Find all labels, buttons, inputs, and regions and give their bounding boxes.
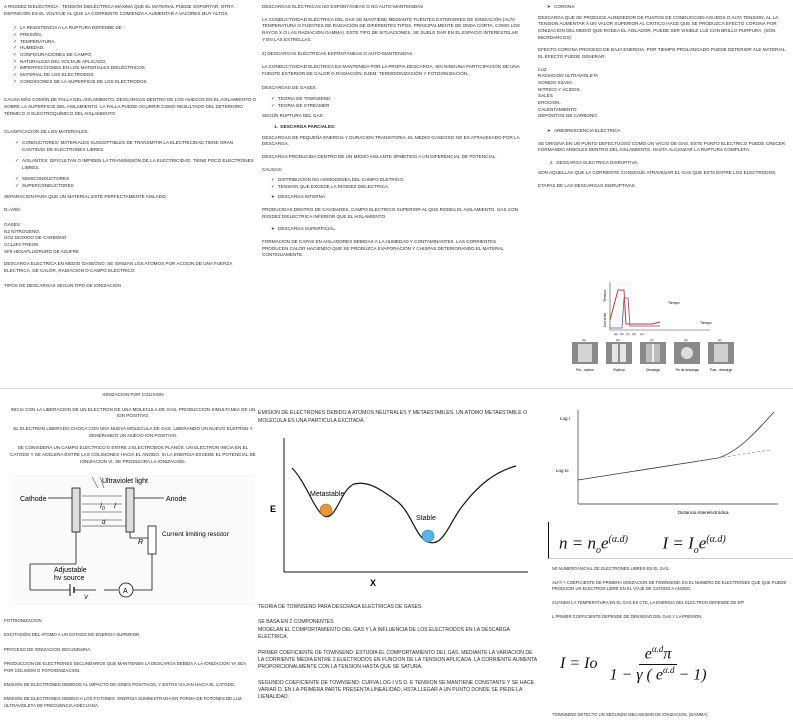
stage-label: Pre - rupture [576, 368, 594, 372]
tiempo-label-2: Tiempo [700, 321, 712, 325]
tick-label: (b) [620, 332, 624, 336]
townsend-formula-1 [548, 522, 793, 559]
paragraph: PROCESO DE IONIZACION SECUNDARIA. [4, 646, 92, 652]
energy-axis-label: E [270, 504, 277, 514]
column-middle-top [262, 4, 520, 263]
horizontal-divider [0, 388, 793, 389]
list-item: EROCION. [538, 99, 561, 105]
num-power: α.d [651, 644, 664, 655]
item-number: 1. [274, 123, 281, 129]
list-item: SONIDO SILVIO [538, 79, 572, 85]
list-item: ✓ HUMEDAD, [20, 45, 256, 52]
classification-heading: CLASIFICACION DE LOS MATERIALES: [4, 129, 89, 135]
list-item: N2 NITROGENO. [4, 228, 41, 234]
stage-label: Post - descarge [709, 368, 733, 372]
right-notes [552, 566, 788, 624]
r-label: R [138, 539, 144, 546]
list-item: CALENTAMIENTO [538, 106, 577, 112]
paragraph: EMISION DE ELECTRONES DEBIDO A LOS FOTONES. ENERGIA SUMINISTRADA EN FORMA DE FOTONES DE LUZ ULTRAVIOLETA DE FRECUENCIA ADECUADA. [4, 696, 242, 708]
stage-label: Descarga [646, 368, 660, 372]
cathode-label: Cathode [20, 496, 47, 503]
stage-label: Ruptura [613, 368, 625, 372]
metastable-label: Metastable [310, 491, 345, 498]
list-item: ➤ DESCARGA SUPERFICIAL. [278, 226, 520, 233]
tension-label: Tension [603, 289, 607, 303]
gases-list [4, 229, 256, 256]
list-item: ✓ SUPERCONDUCTORES [22, 183, 256, 190]
i-lhs: I = I [662, 533, 694, 553]
den-base: 1 − γ ( e [609, 665, 663, 683]
stage-thumbnails [572, 338, 734, 372]
collision-section [8, 392, 258, 469]
stage-letter: (b) [616, 338, 620, 342]
n-exp-base: e [600, 533, 609, 553]
i0-letter: I [100, 503, 102, 510]
paragraph: EFECTO CORONA PROCESO DE BAJA ENERGIA. POR TIEMPO PROLONGADO PUEDE DETERIOR ALE MATERIAL. [538, 47, 787, 53]
spontaneous-heading: 2) DESCARGAS ELÉCTRICAS ESPONTÁNEAS O AUTO-MANTENIDAS [262, 51, 413, 57]
list-item: ✓ NATURALEZA DEL VOLTAJE APLICADO, [20, 59, 256, 66]
paragraph: EL ELECTRON LIBERADO CHOCA CON UNA NUEVA MOLECULA DE GAS, LIBERANDO UN NUEVO ELETRON Y GENERANDO UN NUEVO ION POSITIVO. [13, 425, 253, 438]
partial-discharge-label: DESCARGA PARCIALES: [280, 123, 336, 129]
stage-letter: (c) [650, 338, 654, 342]
paragraph: EXCITADIÓN DEL ATOMO A UN ESTADO DE ENERGIA SUPERIOR. [4, 632, 141, 638]
stages-heading: ETAPAS DE LAS DESCARGAS DISRUPTIVAS [538, 183, 635, 189]
paragraph: DESCARGA QUE SE PRODUCE ALREDEDOR DE PUNTOS DE CONDUCCION AGUDOS O ALTA TENSION, AL LA TENSION AUMENTAR A UN VALOR SUPERIOR AL CRITICO HACE QUE SE PRODUZCA EFECTO CORONA POR IONIZACION DEL MEDIO QUE RODEA EL AISLADOR, PUEDE SER VISIBLE LUZ CON BRILLO PURPURA. (SON MICRDARCOS). [538, 14, 778, 40]
rupture-heading: SEGÚN RUPTURA DEL GAS: [262, 113, 324, 119]
i-label: I [114, 503, 116, 510]
list-item: ✓ TEMPERATURA, [20, 39, 256, 46]
theories-list [262, 96, 520, 109]
paragraph: PRODUCIDAS DENTRO DE CAVIDADES, CAMPO ELECTRICO SUPERIOR AL QUE RODEA EL AISLAMIENTO. GAS CON RIGIDEZ DIELECTRICA INFERIOR QUE EL AISLAMIENTO. [262, 207, 519, 219]
list-item: CO2 DIOXIDO DE CARBONO [4, 235, 67, 241]
den-end: − 1) [674, 665, 707, 683]
corriente-label: Corriente [603, 312, 607, 328]
nonspontaneous-heading: DESCARGAS ELÉCTRICAS NO ESPONTÁNEAS O NO AUTO-MANTENIDAS [262, 4, 424, 9]
n0-note: N0 NUMERO INICIAL DE ELECTRONES LIBRES EN EL GAS. [552, 566, 670, 571]
i0-sub: 0 [101, 506, 105, 512]
collision-title: IONIZACION POR COLISION [102, 392, 164, 397]
first-coefficient-note: L PRIMER COEFICIENTE DEPENDE DE DENSIDAD DEL GAS Y LA PRESION. [552, 614, 703, 620]
column-left-top [4, 4, 256, 293]
gamma-note: TOWNSEND DETECTO UN SEGUNDO MECANISMO DE IONIZACION. (GAMMA). [552, 712, 709, 717]
components-heading: SE BASA EN 2 COMPONENTES [258, 619, 334, 626]
effects-list [538, 67, 790, 120]
townsend-title: TEORIA DE TOWNSEND PARA DESCRAGA ELECTRICAS DE GASES. [258, 604, 423, 610]
column-right-top [538, 4, 790, 194]
gas-discharge-text: DESCARGA ELECTRICA EN MEDIO GASEOSO: SE IONIZAN LOS ATOMOS POR ACCION DE UNA FUERZA ELECTRICA, DE CALOR, RADIACION O CAMPO ELECTRICO. [4, 261, 233, 274]
disruptive-stages-figure [570, 280, 740, 388]
list-item: CCL2F2 FREON [4, 242, 39, 248]
list-item: ✓ TEORIA DE TOWNSEND [278, 96, 520, 103]
townsend-theory-section [258, 604, 538, 706]
separation-text: SEPARACION PARA QUE UN MATERIAL ESTE PERFECTAMENTE AISLADO: [4, 193, 167, 199]
list-item: ✓ SEMICONDUCTORES [22, 176, 256, 183]
list-item: ✓ IMPERFECCIONES EN LOS MATERIALES DIELÉCTRICOS, [20, 65, 256, 72]
gamma-note-block [552, 712, 788, 722]
paragraph: MODELAN EL COMPORTAMIENTO DEL GAS Y LA INFLUENCIA DE LOS ELECTRODOS EN LA DESCARGA ELECTRICA. [258, 626, 510, 641]
d-label: d [102, 520, 106, 526]
uv-light-label: Ultraviolet light [102, 478, 148, 485]
list-item: RADIACION ULTRAVIOLETA [538, 73, 599, 79]
internal-heading-list [262, 194, 520, 201]
tiempo-label-1: Tiempo [668, 301, 680, 305]
n-sub: o [595, 545, 601, 557]
photoionization-heading: FOTOIONIZACION [4, 618, 42, 623]
alpha-note: ALFA ? COEFICIENTE DE PRIMERA IONIZACION DE TOWNSEND. ES EL NUMERO DE ELECTRONES QUE QUE PUEDE PRODUCIR UN ELECTRON LIBRE EN EL VIAJE DE CATODO A ANODO. [552, 580, 787, 592]
list-item: ✓ TEORIA DE STREAMER [278, 103, 520, 110]
gases-heading: GASES: [4, 222, 22, 228]
i-exp-base: e [698, 533, 707, 553]
materials-list [4, 140, 256, 190]
n-lhs: n = n [559, 533, 596, 553]
energy-potential-diagram [266, 432, 536, 592]
paragraph: SEGUNDO COEFICIENTE DE TOWNSEND: CURVA LOG I VS D. E TENSION SE MANTIENE CONSTANTE Y SE HACE VARIAR D. EN LA PRIMERA PARTE PRESENTA LINEALIDAD, HSTA LLEGAR A UN PUNTO DONDE SE PIEDE LA LIENALIDAD. [258, 679, 535, 701]
log-current-plot [548, 400, 784, 520]
separation-formula: D=V/Eb [4, 207, 20, 213]
list-item: ✓ MATERIAL DE LOS ELECTRODOS [20, 72, 256, 79]
paragraph: FORMACION DE CAPAS EN AISLADORES DEBIDAS A LA HUMEDAD Y CONTAMINANTES. LAS CORRIENTES PRODUCEN CALOR HACIENDO QUE SE PRODUZCA EVAPORACION Y CHISPAS DETERIORANDO EL MATERAL CONTINUAMENTE. [262, 239, 504, 258]
list-item: ➤ CORONA: [554, 4, 790, 11]
list-item: ✓ LA RESISTENCIA A LA RUPTURA DEPENDE DE : [20, 25, 256, 32]
townsend-formula-2 [560, 640, 786, 688]
paragraph: LA CONDUCTIVIDAD ELÉCTRICA DEL GAS SE MANTIENE MEDIANTE FUENTES EXTERIORES DE IONIZACIÓN (ALTA TEMPERATURA O FUENTES DE RADIACIÓN DE DIFERENTES TIPOS, PRINCIPALMENTE DE ONDA CORTA, COMO LOS RAYOS X O LAS RADIACIÓN GAMMA). ESTE TIPO DE SITUACIONES, SE SUELE DAR EN EL ESPACIO INTERESTELAR Y EN LAS ESTRELLAS. [262, 16, 520, 42]
formula2-fraction [605, 644, 710, 684]
list-item: ➤ ARBORESCENCIA ELECTRICA [554, 128, 790, 135]
list-item: ✓ PRESIÓN, [20, 32, 256, 39]
list-item: ✓ CONDICIONES DE LA SUPERFICIE DE LOS ELECTRODOS [20, 79, 256, 86]
i-exp-power: (α.d) [706, 534, 726, 545]
failure-cause-text: CAUSA MÁS COMÚN DE FALLA DEL AISLAMIENTO: DESCARGAS DENTRO DE LOS HUECOS EN EL AISLAMIENTO O SOBRE LA SUPERFICIE DEL AISLAMIENTO. LA FALLA PUEDE OCURRIR COMO RESULTADO DEL DETERIORO TÉRMICO O ELECTROQUÍMICO DEL AISLAMIENTO. [4, 97, 256, 116]
tick-label: (d) [632, 332, 636, 336]
list-item: ✓ DISTRIBUCION NO HOMOGENEA DEL CAMPO ELETRICO. [278, 177, 520, 184]
list-item: ✓ TENSION QUE EXCEDE LA RIGIDEZ DIELECTRICA. [278, 184, 520, 191]
paragraph: DESCARGAS DE PEQUEÑA ENERGIA Y DURACION TRANSITORIA. EL MEDIO GASEOSO NO ES ATRAVESADO POR LA DESCARGA. [262, 134, 520, 147]
paragraph: SON AQUELLAS QUE LA CORRIENTE CONSIGUE ATRAVESAR EL GAS QUE ESTA ENTRE LOS ELECTRODOS. [538, 170, 777, 176]
discharge-types-heading: TIPOS DE DESCARGAS SEGÚN TIPO DE IONIZACION [4, 282, 121, 288]
stage-label: Fin de descarga [675, 368, 699, 372]
list-item: ✓ AISLANTES: DIFICULTAN O IMPIDEN LA TRANSMISIÓN DE LA ELECTRICIDAD. TIENE POCO ELECTRONES LIBRES. [22, 158, 256, 171]
effects-heading: EL EFECTO PUEDE GENERAR: [538, 53, 606, 59]
paragraph: LA CONDUCTIVIDAD ELÉCTRICA ES MANTENIDA POR LA PROPIA DESCARGA, SIN NINGUNA PARTICIPACIÓN DE UNA FUENTE EXTERIOR DE CALOR O RADIACIÓN. EJEM: TERMOIONIZACIÓN Y FOTOIONIZACIÓN. [262, 63, 520, 76]
paragraph: PRIMER COEFICIENTE DE TOWNSEND: ESTUDIA EL COMPORTAMIENTO DEL GAS, MEDIANTE LA VARIACION DE LA CORRIENTE MEDIA ENTRE 2 ELECTRODOS EN FUNCION DE LA TENSION APLICADA. LA CORRIENTE AUMENTA PROPORCIONALMENTE CON LA TENSION HASTA QUE SE SATURA. [258, 649, 537, 671]
paragraph: INICIA CON LA LIBERACION DE UN ELECTRON DE UNA MOLECULA DE GAS, PRODUCCION SIMULTANEA DE UN ION POSITIVO. [10, 406, 256, 419]
gas-discharges-heading: DESCARGAS DE GASES: [262, 85, 317, 91]
n-exp-power: (α.d) [608, 534, 628, 545]
i-sub: o [693, 545, 699, 557]
v-label: V [84, 595, 89, 601]
paragraph: SE ORIGINA EN UN PUNTO DEFECTUOSO COMO UN VACIO DE GAS. ESTE PUNTO ELECTRICO PUEDE CRECER FORMANDO ARBOLES DENTRO DEL AISLAMIENTO. HASTA ALCANZAR LA RUPTURA COMPLETA. [538, 140, 786, 153]
disruptive-heading [538, 160, 790, 167]
anode-label: Anode [166, 496, 187, 503]
disruptive-label: DESCARGA ELECTRICA DISRUPTIVA. [556, 159, 639, 165]
formula2-denominator [605, 665, 710, 684]
list-item: DEPOSITOS DE CARBONO. [538, 113, 599, 119]
den-power: α.d [662, 664, 675, 675]
tick-label: (a) [614, 332, 618, 336]
ammeter-label: A [123, 588, 128, 595]
list-item: ✓ CONFIGURACIONES DE CAMPO, [20, 52, 256, 59]
energy-caption: EMISION DE ELECTRONES DEBIDO A ATOMOS NEUTRALES Y METAESTABLES. UN ATOMO METAESTABLE O MOLECULA ES UNA PARTICULA EXCITADA. [258, 410, 528, 424]
list-item: SF6 HEXAFLUORURO DE AZUFRE [4, 248, 80, 254]
corona-heading-list [538, 4, 790, 11]
list-item: SALES [538, 93, 553, 99]
surface-heading-list [262, 226, 520, 233]
list-item: LUZ [538, 66, 547, 72]
source-label-2: hv source [54, 575, 85, 582]
causes-list [262, 177, 520, 190]
list-item: NITRICO Y ACIDOS. [538, 86, 581, 92]
temperature-note: CUANDO LA TEMPERATURA EN EL GAS ES CTE, LA ENERGIA DEL ELECTRON DEPENDE DE E/P [552, 600, 745, 606]
item-number: 2. [550, 159, 557, 165]
causes-heading: CAUSAS: [262, 166, 283, 172]
paragraph: SE CONSIDERA UN CAMPO ELECTRICO E ENTRE 2 ELECTRODOS PLANOS. UN ELECTRON INICIA EN EL CATODO Y SE ACELERA ENTRE LAS COLISIONES HACIA EL ANODO. SI LA ENERGIA EXCEDE EL POTENCIAL DE IONIZACION VI, SE PRODUCIRA LA IONIZACION. [10, 445, 256, 464]
position-axis-label: X [370, 578, 377, 588]
voltage-current-plot [603, 282, 712, 336]
list-item: ✓ CONDUCTORES: MATERIALES SUSCEPTIBLES DE TRANSMITIR LA ELECTRICIDAD,TIENE GRAN CANTIDAD DE ELECTRONES LIBRES. [22, 140, 256, 153]
resistor-label: Current limiting resistor [162, 531, 229, 538]
townsend-circuit-diagram [10, 474, 255, 606]
formula2-numerator [639, 644, 678, 664]
log-i-label: Log I [560, 416, 571, 421]
partial-discharge-heading [262, 124, 520, 131]
formula2-lhs: I = Io [560, 655, 598, 672]
photoionization-section [4, 618, 254, 713]
num-pi: π [663, 645, 672, 663]
rupture-factors-list [4, 25, 256, 85]
stage-letter: (d) [684, 338, 688, 342]
tick-label: (e) [640, 332, 644, 336]
stable-label: Stable [416, 515, 436, 522]
stage-letter: (a) [582, 338, 586, 342]
energy-caption-block [258, 410, 534, 429]
num-e: e [644, 645, 652, 663]
stage-letter: (e) [718, 338, 722, 342]
list-item: ➤ DESCARGA INTERNA: [278, 194, 520, 201]
intro-text: A RIGIDEZ DIELÉCTRICA : TENSIÓN DIELÉCTRICA MÁXIMA QUE EL MATERIAL PUEDE SOPORTAR. OTRA DEFINICIÓN ES EL VOLTAJE AL QUE LA CORRIENTE COMIENZA A AUMENTAR A VALORES MUY ALTOS. [4, 4, 234, 16]
paragraph: PRODUCCION DE ELECTRONES SECUNDARIOS QUE MANTIENEN LA DESCARGA DEBIDA A LA IONIZACION YA SEA POR COLISION O FOTOIONIZACION. [4, 661, 246, 673]
source-label-1: Adjustable [54, 567, 87, 574]
paragraph: DESCARGA PRODUCIDA DENTRO DE UN MEDIO AISLANTE SPMETIDO A UN DIFERENCIAL DE POTENCIAL. [262, 153, 497, 159]
arborescence-heading-list [538, 128, 790, 135]
log-io-label: Log Io [556, 468, 569, 473]
tick-label: (c) [626, 332, 630, 336]
paragraph: EMISION DE ELECTRONES DEBIDOS AL IMPACTO DE IONES POSITIVOS, Y ESTOS VIAJAN HACIA EL CATODO. [4, 681, 236, 687]
distance-axis-label: Distancia Interelectródica [678, 510, 729, 515]
